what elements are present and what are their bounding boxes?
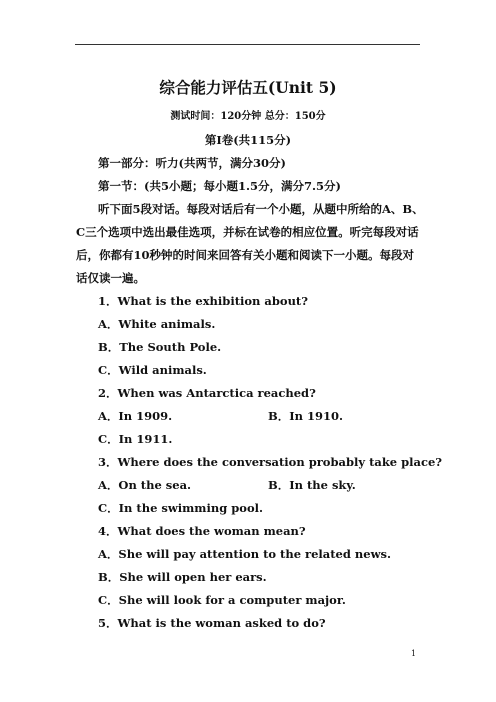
instruction-line: C三个选项中选出最佳选项，并标在试卷的相应位置。听完每段对话 bbox=[76, 225, 419, 239]
question-stem: 3．Where does the conversation probably take place? bbox=[98, 455, 443, 469]
answer-option: A．She will pay attention to the related news. bbox=[98, 547, 391, 561]
answer-option: B．The South Pole. bbox=[98, 340, 222, 354]
question-stem: 2．When was Antarctica reached? bbox=[98, 386, 316, 400]
part-heading: 第一部分：听力(共两节，满分30分) bbox=[98, 156, 286, 170]
answer-option: A．White animals. bbox=[98, 317, 216, 331]
answer-option: B．In 1910. bbox=[268, 409, 343, 423]
answer-option: C．She will look for a computer major. bbox=[98, 593, 346, 607]
question-stem: 5．What is the woman asked to do? bbox=[98, 616, 326, 630]
answer-option: A．In 1909. bbox=[98, 409, 173, 423]
instruction-line: 听下面5段对话。每段对话后有一个小题，从题中所给的A、B、 bbox=[98, 202, 424, 216]
answer-option: B．She will open her ears. bbox=[98, 570, 267, 584]
question-stem: 4．What does the woman mean? bbox=[98, 524, 306, 538]
section-heading: 第一节：(共5小题；每小题1.5分，满分7.5分) bbox=[98, 179, 341, 193]
answer-option: C．Wild animals. bbox=[98, 363, 207, 377]
test-meta: 测试时间：120分钟 总分：150分 bbox=[170, 111, 326, 122]
answer-option: C．In the swimming pool. bbox=[98, 501, 263, 515]
page-title: 综合能力评估五(Unit 5) bbox=[159, 78, 337, 97]
page-number: 1 bbox=[411, 649, 417, 658]
volume-heading: 第Ⅰ卷(共115分) bbox=[204, 133, 292, 147]
question-stem: 1．What is the exhibition about? bbox=[98, 294, 308, 308]
instruction-line: 后，你都有10秒钟的时间来回答有关小题和阅读下一小题。每段对 bbox=[76, 248, 414, 262]
instruction-line: 话仅读一遍。 bbox=[76, 271, 145, 285]
answer-option: C．In 1911. bbox=[98, 432, 173, 446]
answer-option: B．In the sky. bbox=[268, 478, 356, 492]
answer-option: A．On the sea. bbox=[98, 478, 192, 492]
header-rule bbox=[75, 44, 420, 45]
